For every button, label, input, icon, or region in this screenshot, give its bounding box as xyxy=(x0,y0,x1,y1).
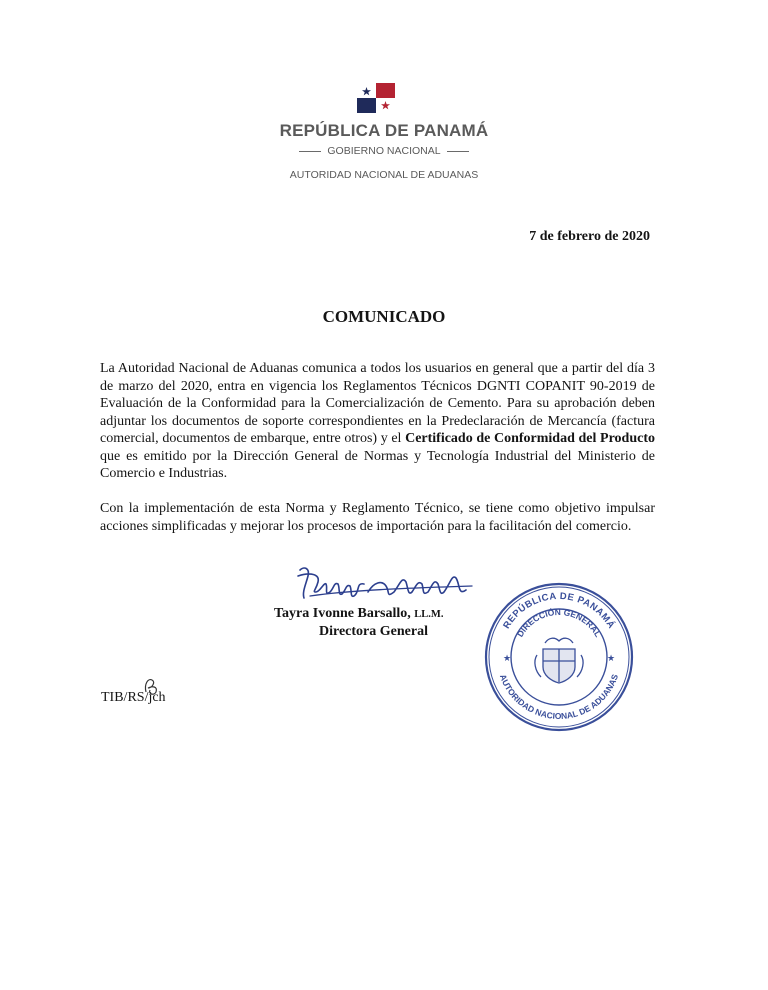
rule-right xyxy=(447,151,469,152)
seal-inner-text: DIRECCIÓN GENERAL xyxy=(514,606,604,639)
signer-title: Directora General xyxy=(319,624,428,639)
header-agency: AUTORIDAD NACIONAL DE ADUANAS xyxy=(289,169,479,181)
handwritten-initial-mark xyxy=(140,676,162,696)
header-government xyxy=(0,145,768,157)
coat-of-arms-icon xyxy=(535,638,583,683)
paragraph-2: Con la implementación de esta Norma y Reglamento Técnico, se tiene como objetivo impulsar acciones simplificadas y mejorar los procesos de importación para la facilitación del comercio. xyxy=(100,501,655,534)
header-government-label: GOBIERNO NACIONAL xyxy=(327,145,441,157)
paragraph-1-start: La Autoridad Nacional de Aduanas comunica a todos los usuarios en general que a partir del día 3 de marzo del 2020, entra en vigencia los Reglamentos Técnicos DGNTI COPANIT 90-2019 de Evaluación de la Conformidad para la Comercialización de Cemento. Para su aprobación deben adjuntar los documentos de soporte correspondientes en la Predeclaración de Mercancía (factura comercial, documentos de embarque, entre otros) y el xyxy=(100,361,655,446)
header-country: REPÚBLICA DE PANAMÁ xyxy=(279,121,489,140)
seal-bottom-text: AUTORIDAD NACIONAL DE ADUANAS xyxy=(497,672,621,722)
reference-initials: TIB/RS/jch xyxy=(101,690,166,705)
panama-flag-icon xyxy=(357,83,395,113)
official-seal-stamp xyxy=(483,581,635,733)
signer-name xyxy=(274,606,443,622)
document-title: COMUNICADO xyxy=(322,307,446,326)
svg-text:★: ★ xyxy=(607,653,616,663)
rule-left xyxy=(299,151,321,152)
paragraph-1-end: que es emitido por la Dirección General de Normas y Tecnología Industrial del Ministerio de Comercio e Industrias. xyxy=(100,448,655,481)
handwritten-signature xyxy=(290,562,480,612)
signer-name-text: Tayra Ivonne Barsallo, xyxy=(274,606,411,621)
signer-suffix: LL.M. xyxy=(414,609,444,620)
seal-outer-text: REPÚBLICA DE PANAMÁ xyxy=(501,590,617,631)
svg-text:★: ★ xyxy=(503,653,512,663)
document-date: 7 de febrero de 2020 xyxy=(529,229,650,244)
paragraph-1 xyxy=(100,360,655,483)
paragraph-1-bold: Certificado de Conformidad del Producto xyxy=(405,431,656,446)
